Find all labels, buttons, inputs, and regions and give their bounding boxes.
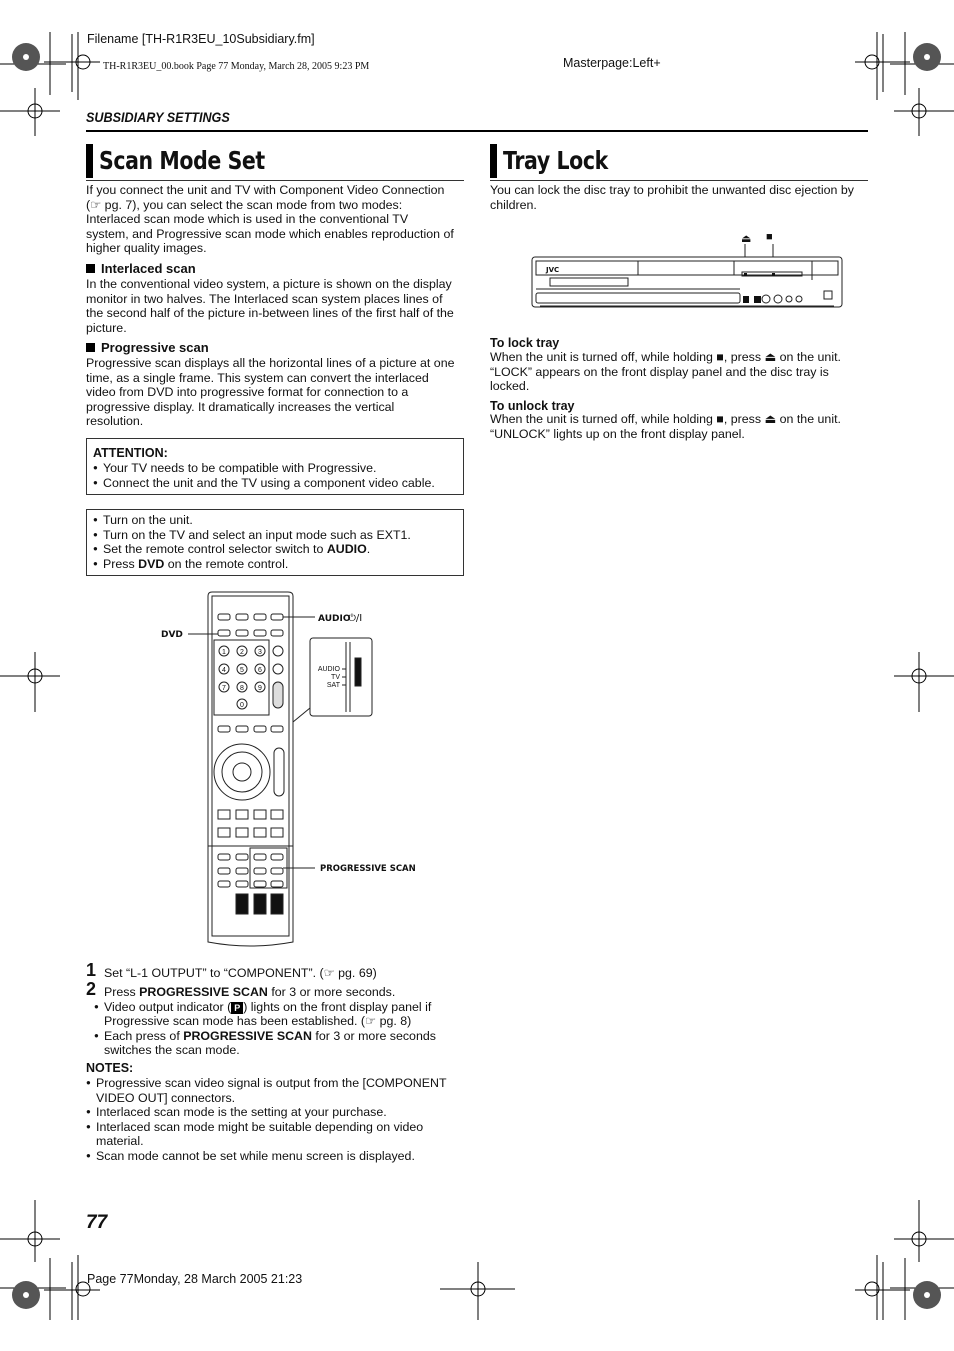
prep-text: Press bbox=[103, 556, 139, 571]
remote-digit: 6 bbox=[258, 667, 262, 674]
note-text: VIDEO OUT] connectors. bbox=[96, 1090, 236, 1105]
intro-line: Interlaced scan mode which is used in the conventional TV bbox=[86, 212, 409, 227]
dvd-unit-illustration bbox=[530, 244, 844, 310]
remote-label-dvd: DVD bbox=[161, 630, 183, 640]
step-1-number: 1 bbox=[86, 960, 97, 980]
body-line: picture. bbox=[86, 320, 127, 335]
notes-list bbox=[86, 1076, 466, 1164]
interlaced-heading bbox=[86, 261, 196, 277]
step-1-text: Set “L-1 OUTPUT” to “COMPONENT”. (☞ pg. 69) bbox=[104, 966, 377, 980]
intro-line: (☞ pg. 7), you can select the scan mode from two modes: bbox=[86, 197, 403, 212]
notes-label: NOTES: bbox=[86, 1061, 134, 1075]
body-line: Progressive scan displays all the horizontal lines of a picture at one bbox=[86, 356, 455, 370]
intro-line: You can lock the disc tray to prohibit the unwanted disc ejection by bbox=[490, 183, 854, 197]
unit-stop-symbol: ■ bbox=[766, 231, 773, 243]
masterpage-label: Masterpage:Left+ bbox=[563, 56, 661, 70]
progressive-heading-text: Progressive scan bbox=[101, 340, 209, 355]
scan-mode-intro bbox=[86, 183, 466, 256]
prep-item bbox=[93, 557, 457, 572]
lock-tray-heading: To lock tray bbox=[490, 336, 560, 350]
remote-digit: 3 bbox=[258, 649, 262, 656]
remote-label-progressive: PROGRESSIVE SCAN bbox=[320, 864, 416, 874]
body-line: “LOCK” appears on the front display panel and the disc tray is bbox=[490, 364, 829, 379]
remote-digit: 9 bbox=[258, 685, 262, 692]
scan-mode-heading bbox=[86, 144, 464, 181]
remote-digit: 5 bbox=[240, 667, 244, 674]
step-1 bbox=[86, 962, 466, 981]
intro-line: If you connect the unit and TV with Component Video Connection bbox=[86, 183, 445, 197]
body-line: progressive display. It dramatically increases the vertical bbox=[86, 399, 395, 414]
tray-lock-heading bbox=[490, 144, 868, 181]
switch-label-audio: AUDIO bbox=[317, 666, 340, 673]
prep-text: Set the remote control selector switch to bbox=[103, 542, 327, 557]
attention-box bbox=[86, 438, 464, 495]
scan-mode-title: Scan Mode Set bbox=[99, 146, 265, 175]
unit-brand: JVC bbox=[546, 266, 560, 274]
intro-line: children. bbox=[490, 197, 537, 212]
note-item bbox=[86, 1120, 466, 1149]
note-item: ● Interlaced scan mode is the setting at your purchase. bbox=[86, 1105, 466, 1120]
lock-tray-body bbox=[490, 350, 870, 394]
notes-section bbox=[86, 1061, 466, 1164]
square-bullet-icon bbox=[86, 343, 95, 352]
step-text: switches the scan mode. bbox=[104, 1043, 240, 1058]
body-line: When the unit is turned off, while holding ■, press ⏏ on the unit. bbox=[490, 412, 841, 426]
intro-line: system, and Progressive scan mode which enables reproduction of bbox=[86, 226, 454, 241]
step-2 bbox=[86, 981, 466, 1058]
remote-digit: 7 bbox=[222, 685, 226, 692]
step-text: Video output indicator ( bbox=[104, 999, 232, 1014]
note-item bbox=[86, 1076, 466, 1105]
prep-item: ● Turn on the unit. bbox=[93, 513, 457, 528]
progressive-heading bbox=[86, 340, 209, 356]
prep-item: ● Turn on the TV and select an input mode such as EXT1. bbox=[93, 528, 457, 543]
step-text: Progressive scan mode has been established. (☞ pg. 8) bbox=[104, 1014, 412, 1029]
book-info-line: TH-R1R3EU_00.book Page 77 Monday, March 28, 2005 9:23 PM bbox=[103, 61, 370, 72]
prep-text: . bbox=[366, 542, 371, 557]
square-bullet-icon bbox=[86, 264, 95, 273]
remote-label-power: ⏻/I bbox=[348, 613, 363, 624]
unlock-tray-heading: To unlock tray bbox=[490, 399, 575, 413]
heading-bar bbox=[490, 144, 497, 178]
step-2-bullet bbox=[94, 1029, 466, 1058]
section-title: SUBSIDIARY SETTINGS bbox=[86, 109, 230, 125]
body-line: video from DVD into progressive format for connection to a bbox=[86, 385, 409, 400]
step-text: for 3 or more seconds. bbox=[267, 985, 396, 999]
step-text: for 3 or more seconds bbox=[311, 1028, 436, 1043]
tray-lock-intro bbox=[490, 183, 870, 212]
step-2-bullet bbox=[94, 1000, 466, 1029]
remote-label-audio: AUDIO bbox=[318, 614, 351, 624]
unit-eject-symbol: ⏏ bbox=[741, 233, 752, 245]
note-text: Progressive scan video signal is output from the [COMPONENT bbox=[96, 1076, 447, 1090]
step-2-bullets bbox=[94, 1000, 466, 1058]
body-line: When the unit is turned off, while holding ■, press ⏏ on the unit. bbox=[490, 350, 841, 364]
page-number: 77 bbox=[86, 1212, 108, 1233]
remote-digit: 8 bbox=[240, 685, 244, 692]
filename-label: Filename [TH-R1R3EU_10Subsidiary.fm] bbox=[87, 32, 315, 46]
switch-label-sat: SAT bbox=[326, 682, 340, 689]
progressive-indicator-icon: P bbox=[231, 1002, 243, 1014]
switch-label-tv: TV bbox=[331, 674, 340, 681]
prep-item bbox=[93, 542, 457, 557]
step-bold: PROGRESSIVE SCAN bbox=[139, 985, 268, 999]
step-2-text bbox=[86, 981, 466, 1000]
body-line: In the conventional video system, a picture is shown on the display bbox=[86, 277, 452, 291]
heading-bar bbox=[86, 144, 93, 178]
attention-item: ● Connect the unit and the TV using a component video cable. bbox=[93, 476, 457, 491]
step-text: ) lights on the front display panel if bbox=[243, 999, 432, 1014]
step-text: Each press of bbox=[104, 1028, 184, 1043]
intro-line: higher quality images. bbox=[86, 241, 207, 256]
body-line: the second half of the picture in-between lines of the first half of the bbox=[86, 306, 454, 321]
prep-text: on the remote control. bbox=[164, 556, 289, 571]
remote-digit: 2 bbox=[240, 649, 244, 656]
preparation-list bbox=[93, 513, 457, 571]
remote-digit: 0 bbox=[240, 702, 244, 709]
remote-digit: 4 bbox=[222, 667, 226, 674]
step-bold: PROGRESSIVE SCAN bbox=[183, 1028, 312, 1043]
progressive-body bbox=[86, 356, 466, 429]
preparation-box bbox=[86, 509, 464, 576]
prep-bold: AUDIO bbox=[326, 542, 367, 557]
header-rule bbox=[86, 130, 868, 132]
step-text: Press bbox=[104, 985, 140, 999]
body-line: resolution. bbox=[86, 414, 144, 429]
page-timestamp: Page 77Monday, 28 March 2005 21:23 bbox=[87, 1272, 303, 1286]
body-line: time, as a single frame. This system can convert the interlaced bbox=[86, 370, 429, 385]
prep-bold: DVD bbox=[138, 556, 165, 571]
interlaced-body bbox=[86, 277, 466, 335]
interlaced-heading-text: Interlaced scan bbox=[101, 261, 196, 276]
unlock-tray-body bbox=[490, 412, 870, 441]
body-line: locked. bbox=[490, 379, 530, 394]
attention-list bbox=[93, 461, 457, 490]
note-text: Interlaced scan mode might be suitable depending on video bbox=[96, 1119, 424, 1134]
note-text: material. bbox=[96, 1134, 144, 1149]
remote-control-illustration bbox=[150, 590, 420, 950]
tray-lock-title: Tray Lock bbox=[503, 146, 608, 175]
attention-label: ATTENTION: bbox=[93, 446, 168, 460]
body-line: “UNLOCK” lights up on the front display panel. bbox=[490, 426, 745, 441]
body-line: monitor in two halves. The Interlaced scan system places lines of bbox=[86, 291, 443, 306]
step-2-number: 2 bbox=[86, 979, 97, 999]
attention-item: ● Your TV needs to be compatible with Progressive. bbox=[93, 461, 457, 476]
note-item: ● Scan mode cannot be set while menu screen is displayed. bbox=[86, 1149, 466, 1164]
remote-digit: 1 bbox=[222, 649, 226, 656]
